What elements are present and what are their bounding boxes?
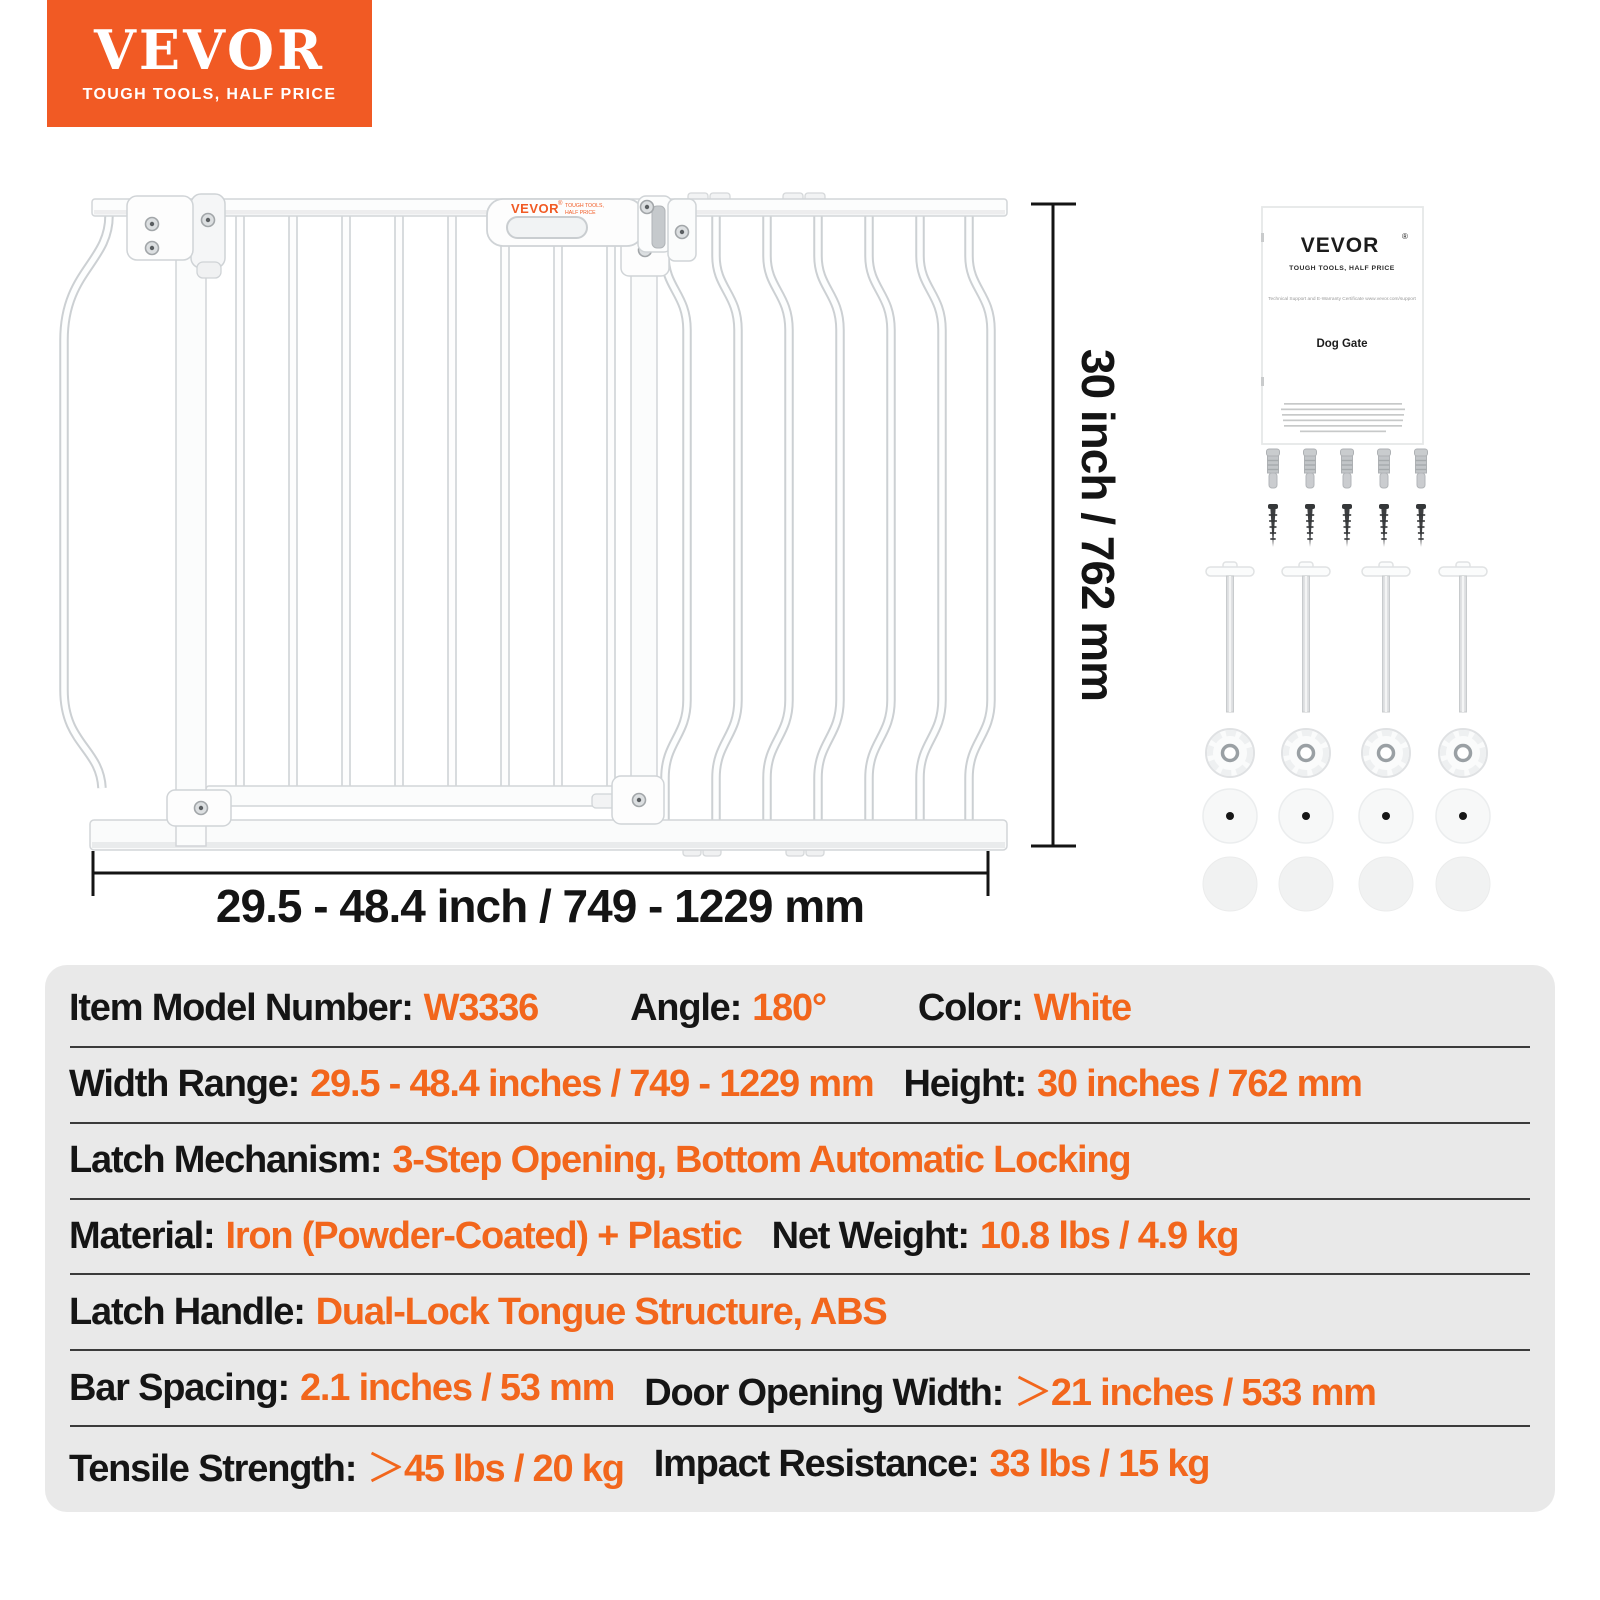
dog-gate-illustration	[64, 193, 1007, 856]
handle-tagline-1: TOUGH TOOLS,	[565, 203, 604, 209]
spec-label: Material:	[69, 1215, 215, 1257]
latch-handle	[487, 196, 696, 261]
spec-value: Iron (Powder-Coated) + Plastic	[225, 1215, 742, 1257]
spec-label: Impact Resistance:	[653, 1442, 979, 1485]
wall-cups	[1203, 789, 1490, 843]
accessories	[1203, 207, 1490, 911]
spec-label: Latch Handle:	[69, 1290, 305, 1333]
spec-value: 30 inches / 762 mm	[1036, 1063, 1362, 1106]
spec-value: ＞45 lbs / 20 kg	[367, 1447, 624, 1490]
gate-door-bottom-rail	[206, 786, 634, 806]
width-dimension-label: 29.5 - 48.4 inch / 749 - 1229 mm	[215, 880, 865, 932]
wall-anchors	[1267, 449, 1428, 488]
spec-row-width-height	[45, 1047, 1555, 1123]
brand-logo-text: VEVOR	[94, 18, 325, 82]
height-dimension-label: 30 inch / 762 mm	[1072, 348, 1124, 702]
hinge-bottom	[167, 790, 231, 826]
mounting-screws	[1268, 504, 1426, 547]
spec-value: ＞21 inches / 533 mm	[1014, 1371, 1376, 1414]
spec-label: Bar Spacing:	[69, 1366, 289, 1409]
gate-left-post	[176, 210, 206, 846]
spec-value: W3336	[423, 987, 539, 1030]
spec-value: 180°	[752, 987, 826, 1030]
spindle-rods	[1206, 562, 1487, 712]
wall-pads	[1203, 857, 1490, 911]
spec-value: Dual-Lock Tongue Structure, ABS	[315, 1290, 887, 1333]
tension-knobs	[1206, 729, 1487, 777]
spec-label: Latch Mechanism:	[69, 1139, 382, 1182]
spec-label: Color:	[917, 987, 1023, 1030]
spec-value: White	[1033, 987, 1131, 1030]
spec-value: 3-Step Opening, Bottom Automatic Locking	[392, 1139, 1131, 1182]
spec-row-latch-mechanism	[45, 1123, 1555, 1199]
instruction-manual	[1261, 207, 1423, 444]
spec-label: Door Opening Width:	[644, 1371, 1004, 1414]
spec-value: 2.1 inches / 53 mm	[299, 1366, 615, 1409]
manual-support-line: Technical Support and E-Warranty Certificate www.vevor.com/support	[1268, 297, 1416, 302]
manual-title: Dog Gate	[1316, 338, 1368, 350]
spec-value: 10.8 lbs / 4.9 kg	[979, 1215, 1239, 1257]
spec-row-material-weight	[45, 1199, 1555, 1275]
gate-door-bars	[236, 214, 615, 790]
spec-label: Height:	[903, 1063, 1026, 1106]
manual-brand: VEVOR	[1300, 234, 1380, 257]
manual-tagline: TOUGH TOOLS, HALF PRICE	[1289, 265, 1395, 272]
spec-label: Width Range:	[69, 1063, 300, 1106]
handle-tagline-2: HALF PRICE	[565, 210, 596, 216]
spec-row-strength	[45, 1426, 1555, 1502]
gate-extension-bars	[665, 215, 991, 822]
spec-value: 33 lbs / 15 kg	[989, 1442, 1210, 1485]
height-dimension	[1031, 204, 1076, 846]
spec-table	[45, 965, 1555, 1512]
handle-brand: VEVOR	[511, 201, 560, 216]
latch-post	[621, 212, 669, 810]
manual-reg-mark: ®	[1402, 232, 1408, 241]
gate-left-edge-bar	[64, 216, 109, 788]
spec-label: Tensile Strength:	[69, 1447, 357, 1490]
spec-row-bar-spacing	[45, 1350, 1555, 1426]
handle-brand-text	[511, 200, 604, 216]
latch-bottom	[592, 776, 664, 824]
spec-value: 29.5 - 48.4 inches / 749 - 1229 mm	[310, 1063, 874, 1106]
spec-label: Angle:	[630, 987, 742, 1030]
brand-tagline: TOUGH TOOLS, HALF PRICE	[82, 86, 337, 103]
spec-label: Item Model Number:	[69, 987, 413, 1030]
spec-row-model	[45, 971, 1555, 1047]
spec-label: Net Weight:	[771, 1215, 969, 1257]
spec-row-latch-handle	[45, 1274, 1555, 1350]
handle-reg-mark: ®	[558, 201, 563, 207]
